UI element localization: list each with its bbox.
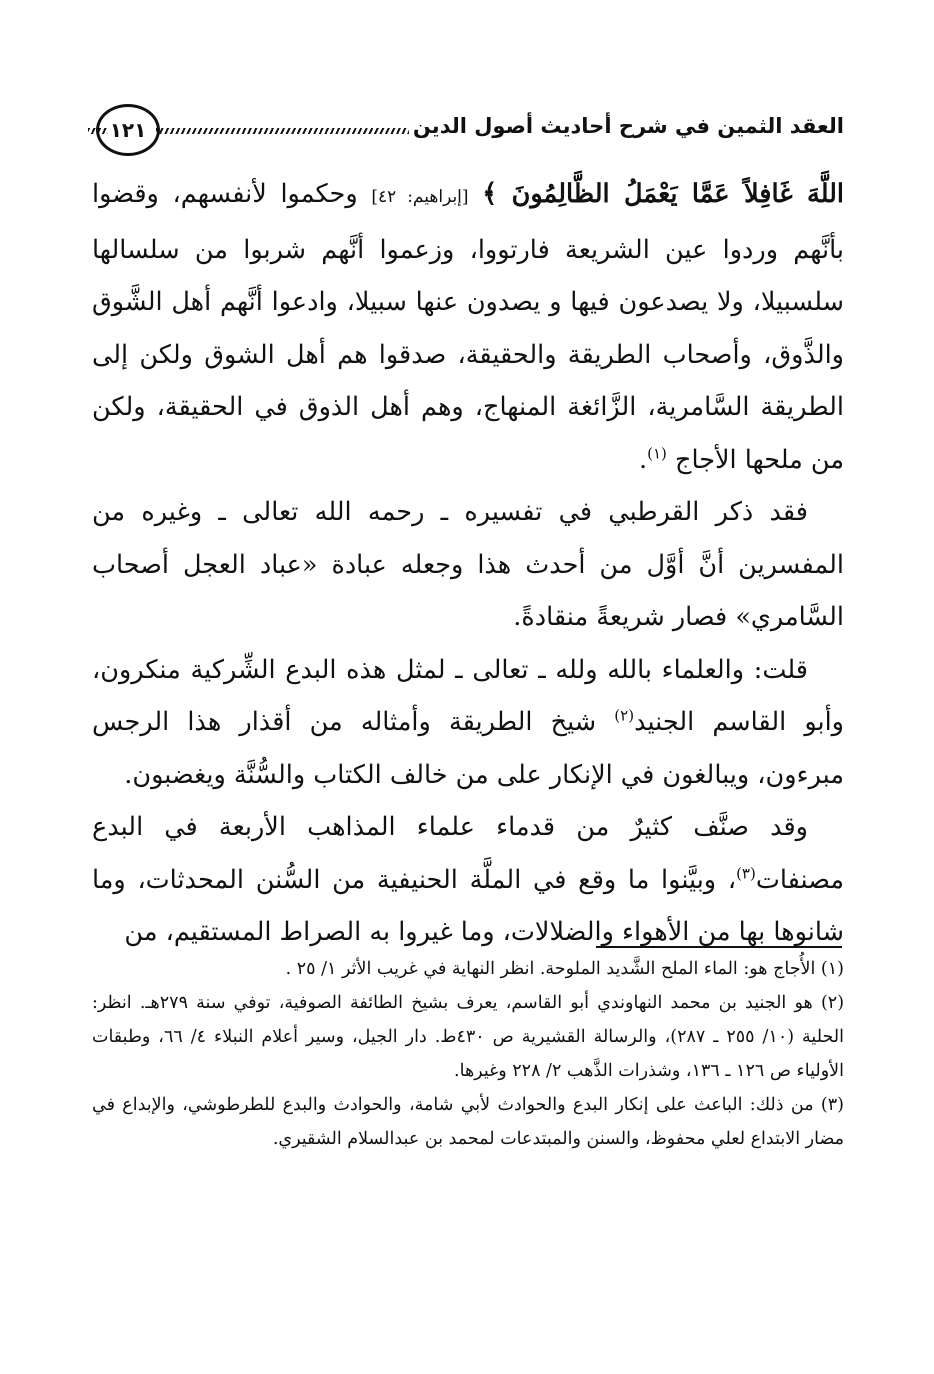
book-title: العقد الثمين في شرح أحاديث أصول الدين bbox=[412, 114, 844, 138]
header-decorative-rule bbox=[156, 128, 409, 134]
paragraph-1 bbox=[92, 168, 844, 486]
footnote-1: (١) الأُجاج هو: الماء الملح الشَّديد الملوحة. انظر النهاية في غريب الأثر ١/ ٢٥ . bbox=[285, 959, 844, 979]
paragraph-3-text-b: شيخ الطريقة وأمثاله من أقذار هذا الرجس مبرءون، ويبالغون في الإنكار على من خالف الكتاب والسُّنَّة ويغضبون. bbox=[92, 707, 844, 790]
footnote-marker-3: (٣) bbox=[736, 864, 756, 882]
verse-reference: [إبراهيم: ٤٢] bbox=[371, 187, 469, 207]
main-text bbox=[92, 168, 844, 959]
page-number: ١٢١ bbox=[96, 104, 160, 156]
footnote-separator bbox=[596, 946, 842, 948]
paragraph-4-text-a: وقد صنَّف كثيرٌ من قدماء علماء المذاهب الأربعة في البدع مصنفات bbox=[92, 812, 844, 895]
paragraph-4-text-b: ، وبيَّنوا ما وقع في الملَّة الحنيفية من السُّنن المحدثات، وما شانوها بها من الأهواء والضلالات، وما غيروا به الصراط المستقيم، من bbox=[92, 864, 844, 947]
paragraph-4 bbox=[92, 801, 844, 959]
paragraph-1-text: وحكموا لأنفسهم، وقضوا بأنَّهم وردوا عين الشريعة فارتووا، وزعموا أنَّهم شربوا من سلسالها سلسبيلا، ولا يصدعون فيها و يصدون عنها سبيلا، وادعوا أنَّهم أهل الشَّوق والذَّوق، وأصحاب الطريقة والحقيقة، صدقوا هم أهل الشوق ولكن إلى الطريقة السَّامرية، الزَّائغة المنهاج، وهم أهل الذوق في الحقيقة، ولكن من ملحها الأجاج bbox=[92, 179, 844, 475]
footnotes bbox=[92, 952, 844, 1156]
quran-verse: اللَّهَ غَافِلاً عَمَّا يَعْمَلُ الظَّالِمُونَ ﴾ bbox=[482, 179, 845, 209]
footnote-2: (٢) هو الجنيد بن محمد النهاوندي أبو القاسم، يعرف بشيخ الطائفة الصوفية، توفي سنة ٢٧٩هـ. انظر: الحلية (١٠/ ٢٥٥ ـ ٢٨٧)، والرسالة القشيرية ص ٤٣٠ط. دار الجيل، وسير أعلام النبلاء ٤/ ٦٦، وطبقات الأولياء ص ١٢٦ ـ ١٣٦، وشذرات الذَّهب ٢/ ٢٢٨ وغيرها. bbox=[92, 993, 845, 1081]
footnote-marker-1: (١) bbox=[647, 444, 667, 462]
footnote-3: (٣) من ذلك: الباعث على إنكار البدع والحوادث لأبي شامة، والحوادث والبدع للطرطوشي، والإبداع في مضار الابتداع لعلي محفوظ، والسنن والمبتدعات لمحمد بن عبدالسلام الشقيري. bbox=[92, 1095, 844, 1149]
header-decorative-rule-right bbox=[88, 128, 108, 134]
paragraph-3-text-a: قلت: والعلماء بالله ولله ـ تعالى ـ لمثل هذه البدع الشِّركية منكرون، وأبو القاسم الجنيد bbox=[92, 654, 844, 737]
paragraph-3 bbox=[92, 644, 844, 802]
running-header bbox=[92, 96, 844, 164]
footnote-marker-2: (٢) bbox=[614, 706, 635, 725]
paragraph-1-end: . bbox=[639, 444, 648, 475]
paragraph-2: فقد ذكر القرطبي في تفسيره ـ رحمه الله تعالى ـ وغيره من المفسرين أنَّ أوَّل من أحدث هذا وجعله عبادة «عباد العجل أصحاب السَّامري» فصار شريعةً منقادةً. bbox=[92, 497, 844, 632]
